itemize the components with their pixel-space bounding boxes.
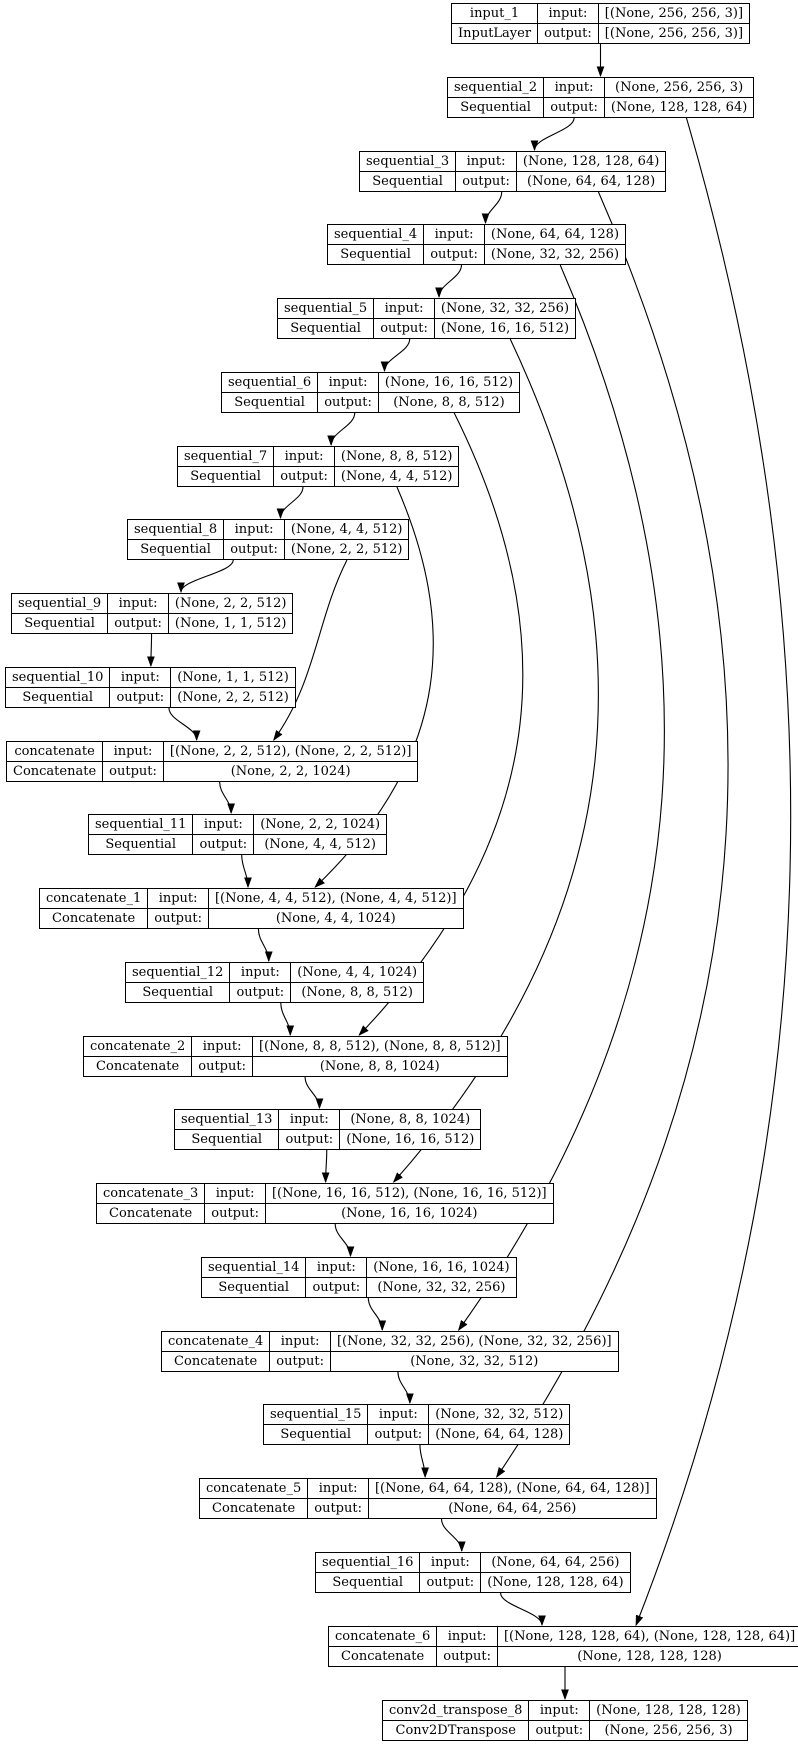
input-label: input: [193,815,254,835]
output-label: output: [544,98,605,118]
output-label: output: [279,1130,340,1150]
layer-type: Sequential [316,1573,420,1593]
layer-name: sequential_3 [360,152,456,172]
input-shape: [(None, 64, 64, 128), (None, 64, 64, 128)] [368,1479,656,1499]
layer-node-sequential_8 [127,519,409,560]
input-shape: (None, 8, 8, 512) [334,447,459,467]
layer-node-input_1 [451,3,750,44]
layer-type: Conv2DTranspose [383,1721,529,1741]
input-shape: (None, 256, 256, 3) [604,78,753,98]
layer-type: Sequential [6,688,110,708]
output-label: output: [103,762,164,782]
layer-node-sequential_2 [447,77,754,118]
layer-type: Concatenate [162,1352,270,1372]
output-label: output: [192,1057,253,1077]
layer-name: concatenate [7,742,103,762]
output-label: output: [148,909,209,929]
layer-name: sequential_10 [6,668,110,688]
input-label: input: [308,1479,369,1499]
output-label: output: [420,1573,481,1593]
input-shape: (None, 2, 2, 512) [168,594,293,614]
edge-sequential_11-to-concatenate_1 [242,855,248,887]
output-label: output: [110,688,171,708]
layer-type: Concatenate [200,1499,308,1519]
input-shape: (None, 64, 64, 256) [481,1553,630,1573]
layer-type: Sequential [12,614,108,634]
edge-sequential_3-to-sequential_4 [486,192,502,223]
input-label: input: [529,1701,590,1721]
input-shape: (None, 128, 128, 128) [590,1701,748,1721]
layer-name: concatenate_3 [97,1184,205,1204]
input-label: input: [110,668,171,688]
layer-type: Concatenate [7,762,103,782]
output-label: output: [437,1647,498,1667]
input-shape: [(None, 8, 8, 512), (None, 8, 8, 512)] [252,1037,507,1057]
input-label: input: [103,742,164,762]
output-shape: (None, 4, 4, 512) [334,467,459,487]
input-shape: [(None, 4, 4, 512), (None, 4, 4, 512)] [208,889,463,909]
input-label: input: [270,1332,331,1352]
edge-sequential_10-to-concatenate [169,708,197,740]
input-label: input: [274,447,335,467]
output-shape: (None, 32, 32, 256) [484,245,625,265]
edge-sequential_9-to-sequential_10 [151,634,152,666]
input-label: input: [437,1627,498,1647]
input-label: input: [148,889,209,909]
layer-node-concatenate_6 [328,1626,798,1667]
layer-node-concatenate [6,741,418,782]
layer-node-concatenate_5 [199,1478,657,1519]
layer-name: conv2d_transpose_8 [383,1701,529,1721]
input-label: input: [192,1037,253,1057]
edge-sequential_7-to-sequential_8 [281,487,304,518]
edge-sequential_5-to-sequential_6 [385,339,410,371]
layer-node-sequential_12 [125,962,424,1003]
edge-concatenate_4-to-sequential_15 [398,1372,410,1403]
input-label: input: [279,1110,340,1130]
layer-name: sequential_11 [89,815,193,835]
layer-node-sequential_10 [5,667,296,708]
layer-name: concatenate_4 [162,1332,270,1352]
layer-name: sequential_9 [12,594,108,614]
output-shape: (None, 128, 128, 64) [604,98,753,118]
output-label: output: [529,1721,590,1741]
input-label: input: [230,963,291,983]
output-label: output: [308,1499,369,1519]
output-label: output: [456,172,517,192]
output-label: output: [318,393,379,413]
input-shape: (None, 16, 16, 512) [378,373,519,393]
layer-type: Sequential [448,98,544,118]
edge-concatenate_5-to-sequential_16 [442,1519,462,1551]
layer-node-concatenate_2 [83,1036,508,1077]
edge-sequential_2-to-concatenate_6 [636,118,791,1625]
edge-sequential_6-to-concatenate_2 [359,413,523,1035]
output-label: output: [270,1352,331,1372]
input-label: input: [538,4,599,24]
input-label: input: [306,1258,367,1278]
output-shape: (None, 8, 8, 512) [378,393,519,413]
layer-name: sequential_4 [328,225,424,245]
input-label: input: [374,299,435,319]
output-label: output: [193,835,254,855]
layer-name: sequential_6 [222,373,318,393]
input-shape: (None, 64, 64, 128) [484,225,625,245]
output-shape: (None, 128, 128, 128) [497,1647,798,1667]
input-shape: (None, 4, 4, 512) [284,520,409,540]
edge-sequential_4-to-sequential_5 [439,265,462,297]
input-label: input: [424,225,485,245]
edge-sequential_13-to-concatenate_3 [326,1150,327,1182]
layer-node-sequential_5 [277,298,576,339]
layer-node-concatenate_4 [161,1331,619,1372]
input-label: input: [368,1405,429,1425]
layer-type: Sequential [128,540,224,560]
output-shape: (None, 4, 4, 1024) [208,909,463,929]
input-label: input: [108,594,169,614]
layer-type: Sequential [202,1278,306,1298]
layer-node-sequential_3 [359,151,666,192]
output-label: output: [424,245,485,265]
edge-concatenate-to-sequential_11 [220,782,231,813]
input-shape: [(None, 2, 2, 512), (None, 2, 2, 512)] [163,742,418,762]
edge-concatenate_2-to-sequential_13 [305,1077,319,1108]
layer-node-sequential_16 [315,1552,631,1593]
layer-type: Sequential [278,319,374,339]
edge-sequential_4-to-concatenate_4 [459,265,665,1330]
layer-name: concatenate_1 [40,889,148,909]
layer-name: input_1 [452,4,538,24]
edge-concatenate_3-to-sequential_14 [335,1224,350,1256]
layer-type: Concatenate [40,909,148,929]
input-label: input: [318,373,379,393]
layer-name: sequential_13 [175,1110,279,1130]
layer-node-sequential_9 [11,593,293,634]
edge-sequential_6-to-sequential_7 [331,413,355,445]
edge-sequential_12-to-concatenate_2 [281,1003,290,1035]
output-shape: (None, 2, 2, 1024) [163,762,418,782]
layer-name: concatenate_2 [84,1037,192,1057]
output-label: output: [274,467,335,487]
output-label: output: [230,983,291,1003]
layer-name: sequential_7 [178,447,274,467]
layer-node-sequential_6 [221,372,520,413]
layer-node-sequential_14 [201,1257,517,1298]
layer-node-sequential_7 [177,446,459,487]
output-label: output: [368,1425,429,1445]
input-shape: (None, 1, 1, 512) [171,668,296,688]
layer-name: concatenate_6 [329,1627,437,1647]
input-label: input: [224,520,285,540]
layer-name: sequential_8 [128,520,224,540]
layer-name: sequential_2 [448,78,544,98]
layer-name: concatenate_5 [200,1479,308,1499]
input-shape: (None, 2, 2, 1024) [254,815,387,835]
layer-type: Sequential [222,393,318,413]
input-shape: (None, 4, 4, 1024) [291,963,424,983]
input-shape: [(None, 256, 256, 3)] [598,4,749,24]
input-shape: (None, 128, 128, 64) [516,152,665,172]
output-shape: (None, 1, 1, 512) [168,614,293,634]
output-shape: (None, 8, 8, 512) [291,983,424,1003]
layer-node-concatenate_3 [96,1183,554,1224]
output-shape: (None, 16, 16, 512) [340,1130,481,1150]
output-label: output: [108,614,169,634]
layer-type: InputLayer [452,24,538,44]
output-shape: (None, 16, 16, 512) [434,319,575,339]
layer-type: Sequential [175,1130,279,1150]
output-label: output: [306,1278,367,1298]
output-shape: (None, 8, 8, 1024) [252,1057,507,1077]
layer-type: Concatenate [329,1647,437,1667]
output-label: output: [205,1204,266,1224]
edge-sequential_16-to-concatenate_6 [501,1593,542,1625]
layer-type: Sequential [360,172,456,192]
output-label: output: [374,319,435,339]
output-shape: (None, 128, 128, 64) [481,1573,630,1593]
edge-sequential_3-to-concatenate_5 [497,192,728,1477]
input-label: input: [420,1553,481,1573]
layer-name: sequential_12 [126,963,230,983]
output-shape: (None, 64, 64, 128) [516,172,665,192]
layer-node-concatenate_1 [39,888,464,929]
layer-node-conv2d_transpose_8 [382,1700,748,1741]
input-shape: (None, 32, 32, 512) [429,1405,570,1425]
output-label: output: [538,24,599,44]
layer-name: sequential_15 [264,1405,368,1425]
input-label: input: [544,78,605,98]
output-shape: (None, 32, 32, 256) [367,1278,516,1298]
output-shape: [(None, 256, 256, 3)] [598,24,749,44]
layer-name: sequential_5 [278,299,374,319]
layer-type: Sequential [89,835,193,855]
edge-sequential_15-to-concatenate_5 [420,1445,425,1477]
output-shape: (None, 16, 16, 1024) [265,1204,553,1224]
edge-sequential_8-to-concatenate [274,560,347,740]
layer-type: Sequential [178,467,274,487]
input-shape: (None, 8, 8, 1024) [340,1110,481,1130]
output-shape: (None, 32, 32, 512) [330,1352,618,1372]
edge-concatenate_1-to-sequential_12 [258,929,268,961]
edge-sequential_8-to-sequential_9 [181,560,233,592]
input-shape: [(None, 16, 16, 512), (None, 16, 16, 512)] [265,1184,553,1204]
layer-name: sequential_16 [316,1553,420,1573]
input-shape: (None, 32, 32, 256) [434,299,575,319]
layer-type: Sequential [264,1425,368,1445]
output-shape: (None, 2, 2, 512) [284,540,409,560]
output-shape: (None, 64, 64, 128) [429,1425,570,1445]
layer-type: Sequential [126,983,230,1003]
layer-type: Concatenate [97,1204,205,1224]
edge-sequential_14-to-concatenate_4 [368,1298,382,1330]
layer-node-sequential_11 [88,814,387,855]
output-shape: (None, 2, 2, 512) [171,688,296,708]
layer-name: sequential_14 [202,1258,306,1278]
input-label: input: [205,1184,266,1204]
output-shape: (None, 4, 4, 512) [254,835,387,855]
layer-node-sequential_4 [327,224,626,265]
output-shape: (None, 64, 64, 256) [368,1499,656,1519]
input-shape: [(None, 32, 32, 256), (None, 32, 32, 256)] [330,1332,618,1352]
output-shape: (None, 256, 256, 3) [590,1721,748,1741]
layer-type: Sequential [328,245,424,265]
edge-sequential_2-to-sequential_3 [535,118,575,150]
layer-node-sequential_13 [174,1109,481,1150]
layer-type: Concatenate [84,1057,192,1077]
output-label: output: [224,540,285,560]
input-label: input: [456,152,517,172]
input-shape: [(None, 128, 128, 64), (None, 128, 128, 64)] [497,1627,798,1647]
layer-node-sequential_15 [263,1404,570,1445]
input-shape: (None, 16, 16, 1024) [367,1258,516,1278]
